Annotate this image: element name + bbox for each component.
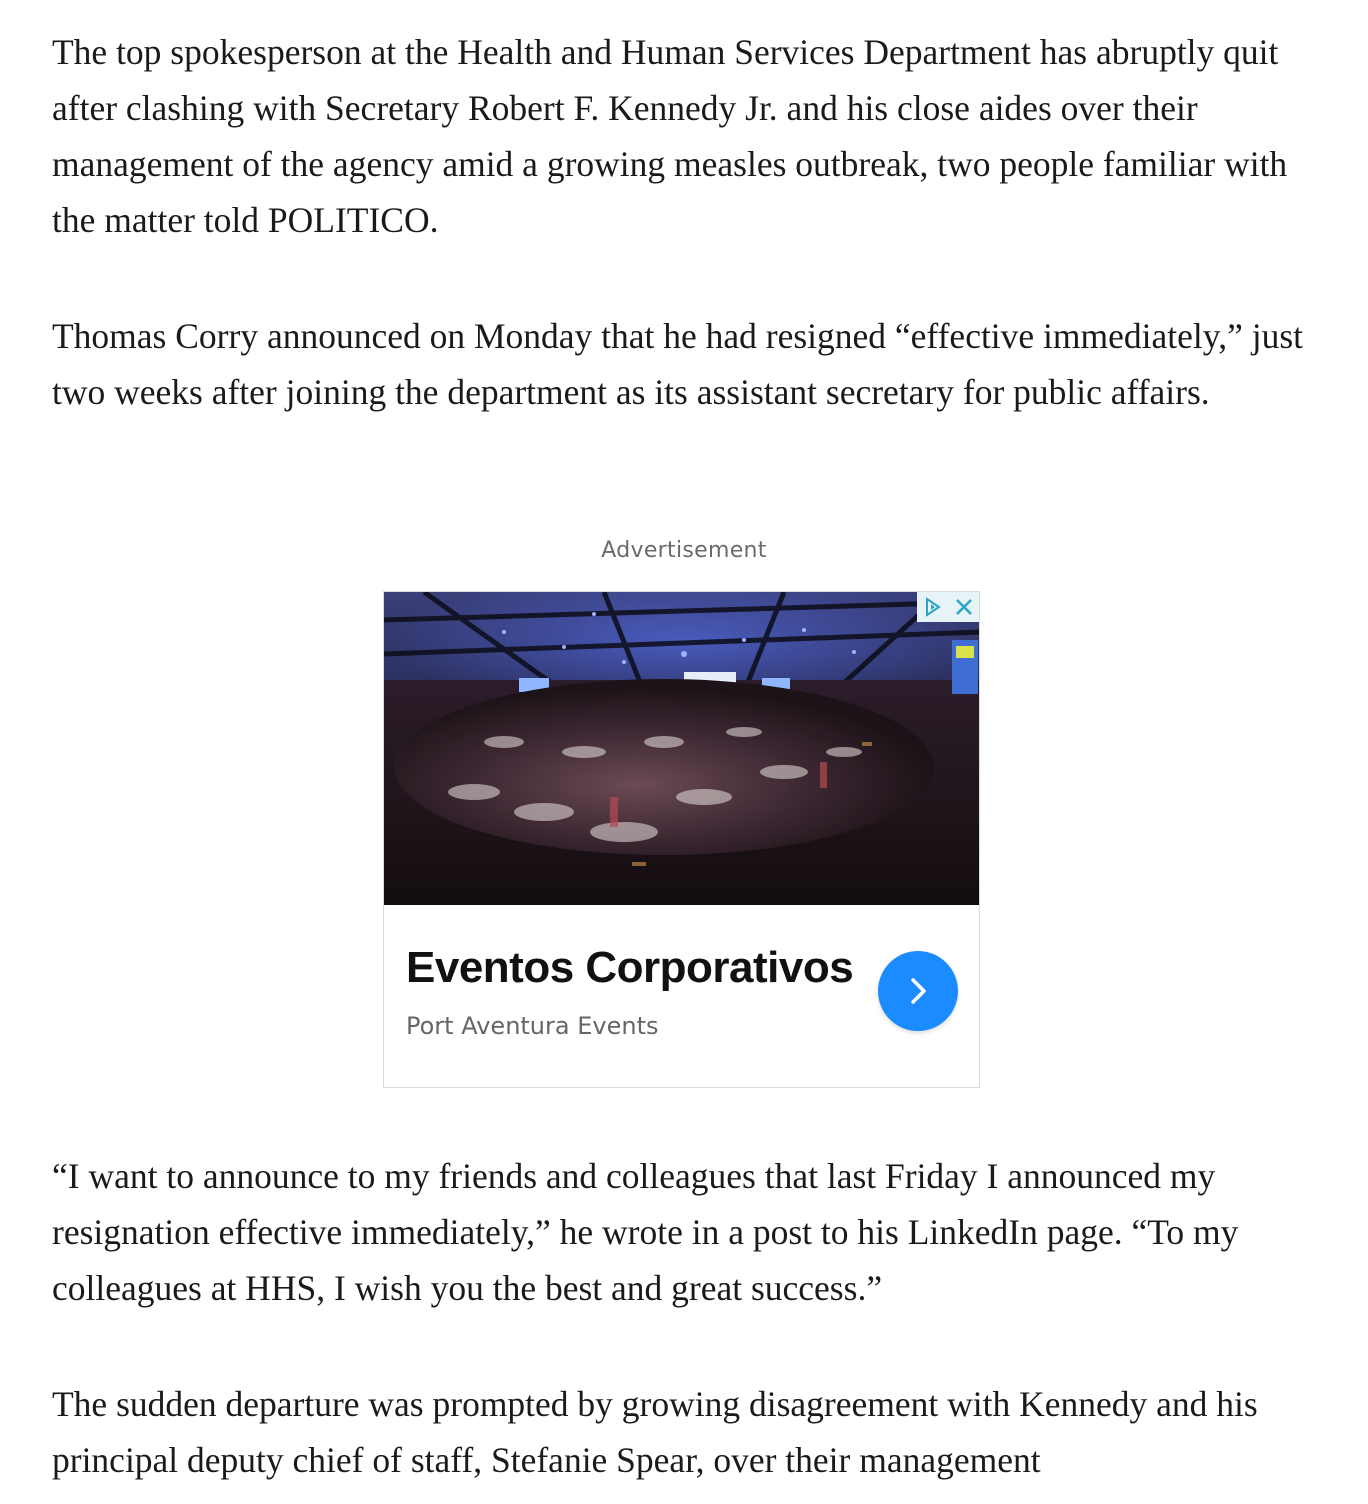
- close-icon[interactable]: [953, 596, 975, 618]
- article-paragraph: The sudden departure was prompted by growing disagreement with Kennedy and his principal deputy chief of staff, Stefanie Spear, over their management: [52, 1384, 1258, 1480]
- adchoices-icon[interactable]: [922, 596, 944, 618]
- chevron-right-icon: [900, 973, 936, 1009]
- advertisement-block: [0, 536, 1368, 1040]
- ad-title[interactable]: Eventos Corporativos: [406, 943, 854, 992]
- article-paragraph: The top spokesperson at the Health and Human Services Department has abruptly quit after clashing with Secretary Robert F. Kennedy Jr. and his close aides over their management of the agency amid a growing measles outbreak, two people familiar with the matter told POLITICO.: [52, 32, 1288, 240]
- ad-controls: [917, 592, 979, 622]
- article-body-bottom: [52, 1148, 1322, 1488]
- ad-card[interactable]: [383, 591, 980, 1088]
- ad-banquet-photo[interactable]: [384, 592, 980, 905]
- article-body-top: [52, 24, 1322, 420]
- advertisement-label: Advertisement: [601, 538, 767, 563]
- article-paragraph: “I want to announce to my friends and colleagues that last Friday I announced my resignation effective immediately,” he wrote in a post to his LinkedIn page. “To my colleagues at HHS, I wish you the best and great success.”: [52, 1156, 1239, 1308]
- article-paragraph: Thomas Corry announced on Monday that he had resigned “effective immediately,” just two weeks after joining the department as its assistant secretary for public affairs.: [52, 316, 1303, 412]
- ad-advertiser-name[interactable]: Port Aventura Events: [406, 1012, 659, 1040]
- ad-cta-button[interactable]: [878, 951, 958, 1031]
